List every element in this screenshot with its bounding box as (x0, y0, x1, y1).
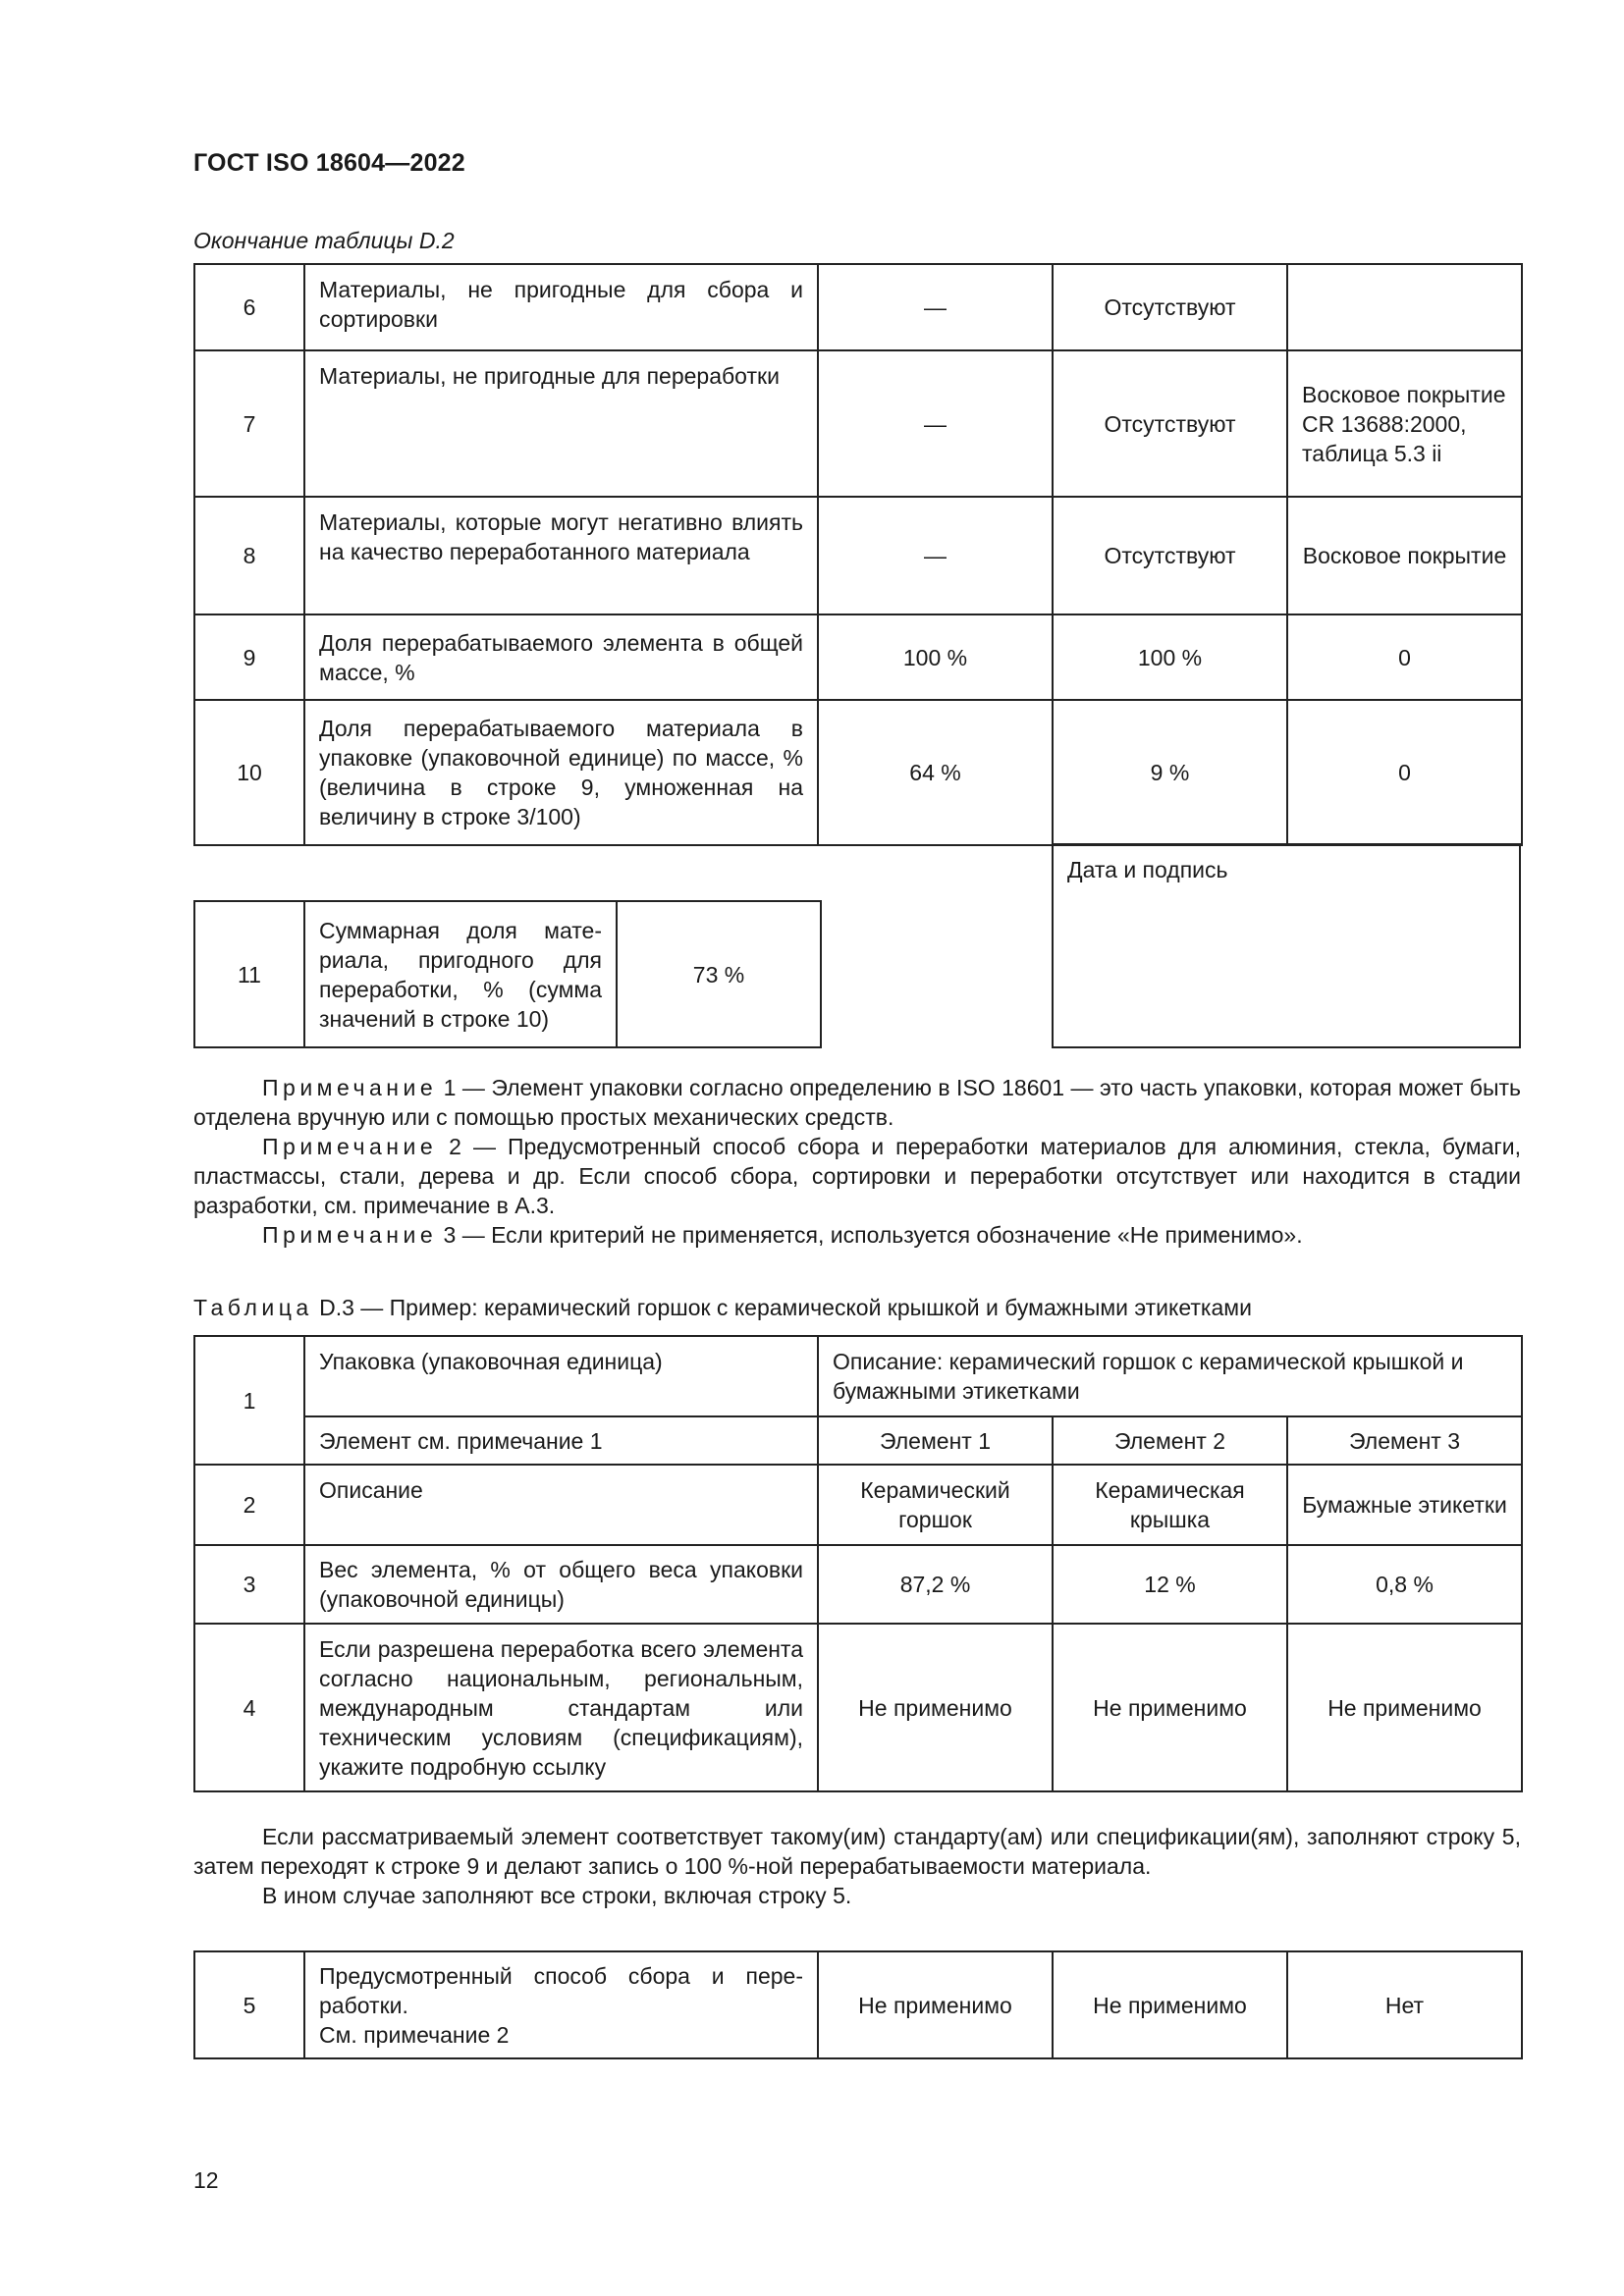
note-label: Примечание (262, 1075, 438, 1100)
row-number: 3 (194, 1545, 304, 1624)
row-number: 5 (194, 1951, 304, 2058)
table-row (194, 1465, 1522, 1545)
row-number: 6 (194, 264, 304, 350)
table-row (194, 614, 1522, 700)
cell-value (1287, 264, 1522, 350)
cell-value: Керамический горшок (818, 1465, 1053, 1545)
row-number: 2 (194, 1465, 304, 1545)
cell-value: Нет (1287, 1951, 1522, 2058)
row-number: 7 (194, 350, 304, 497)
cell-value: Бумажные этикетки (1287, 1465, 1522, 1545)
cell-value: Отсутствуют (1053, 350, 1287, 497)
cell-value: 0,8 % (1287, 1545, 1522, 1624)
element-label: Элемент см. примечание 1 (304, 1416, 818, 1465)
table-row (194, 350, 1522, 497)
element-header: Элемент 1 (818, 1416, 1053, 1465)
table-d3-row5 (193, 1950, 1523, 2059)
row-description: Доля перерабатываемого материала в упаковке (упаковочной единице) по массе, % (величина в строке 9, умноженная на величину в строке 3/100) (304, 700, 818, 845)
row-description: Если разрешена переработка всего элемента согласно национальным, региональным, международным стандартам или техническим условиям (спецификациям), укажите подробную ссылку (304, 1624, 818, 1791)
cell-value: Восковое покрытие (1287, 497, 1522, 614)
cell-value: Не применимо (1053, 1951, 1287, 2058)
cell-value: Отсутствуют (1053, 497, 1287, 614)
cell-value: Не применимо (1287, 1624, 1522, 1791)
cell-value: 100 % (1053, 614, 1287, 700)
row-number: 11 (194, 901, 304, 1047)
cell-value: — (818, 264, 1053, 350)
page-number: 12 (193, 2167, 219, 2193)
table-title-text: D.3 — Пример: керамический горшок с керамической крышкой и бумажными этикетками (319, 1295, 1252, 1320)
body-text (193, 1822, 1521, 1910)
table-row (194, 264, 1522, 350)
row-description: Суммарная доля материала, пригодного для переработки, % (сумма значений в строке 10) (304, 901, 617, 1047)
row-description-line: См. примечание 2 (319, 2021, 510, 2048)
table-row (194, 1951, 1522, 2058)
table-row (194, 901, 821, 1047)
note-text: 1 — Элемент упаковки согласно определению в ISO 18601 — это часть упаковки, которая может быть отделена вручную или с помощью простых механических средств. (193, 1075, 1521, 1130)
cell-value: Не применимо (818, 1951, 1053, 2058)
note (193, 1132, 1521, 1220)
cell-value: Не применимо (1053, 1624, 1287, 1791)
table-d2 (193, 263, 1523, 846)
paragraph: Если рассматриваемый элемент соответствует такому(им) стандарту(ам) или спецификации(ям), заполняют строку 5, затем переходят к строке 9 и делают запись о 100 %-ной перерабатываемости материала. (193, 1824, 1521, 1879)
table-continuation-caption: Окончание таблицы D.2 (193, 228, 455, 253)
note (193, 1220, 1521, 1250)
cell-value: 87,2 % (818, 1545, 1053, 1624)
cell-value: Восковое покрытие CR 13688:2000, таблица 5.3 ii (1287, 350, 1522, 497)
note-text: 2 — Предусмотренный способ сбора и переработки материалов для алюминия, стекла, бумаги, пластмассы, стали, дерева и др. Если способ сбора, сортировки и переработки отсутствует или находится в стадии разработки, см. примечание в A.3. (193, 1134, 1521, 1218)
note-label: Примечание (262, 1222, 438, 1248)
cell-value: 64 % (818, 700, 1053, 845)
row-description: Материалы, которые могут негативно влиять на качество переработанного материала (304, 497, 818, 614)
table-d3 (193, 1335, 1523, 1792)
row-description: Материалы, не пригодные для сбора и сортировки (304, 264, 818, 350)
table-row (194, 1336, 1522, 1416)
cell-value: 12 % (1053, 1545, 1287, 1624)
row-description: Вес элемента, % от общего веса упаковки (упаковочной единицы) (304, 1545, 818, 1624)
cell-value: Керамическая крышка (1053, 1465, 1287, 1545)
notes-block (193, 1073, 1521, 1250)
row-number: 1 (194, 1336, 304, 1465)
table-d3-title (193, 1293, 1521, 1322)
row-number: 8 (194, 497, 304, 614)
document-header: ГОСТ ISO 18604—2022 (193, 149, 465, 177)
element-header: Элемент 2 (1053, 1416, 1287, 1465)
cell-value: — (818, 350, 1053, 497)
row-number: 10 (194, 700, 304, 845)
cell-value: Не применимо (818, 1624, 1053, 1791)
packaging-label: Упаковка (упаковочная единица) (304, 1336, 818, 1416)
table-d2-total (193, 900, 822, 1048)
note (193, 1073, 1521, 1132)
table-row (194, 497, 1522, 614)
paragraph: В ином случае заполняют все строки, включая строку 5. (262, 1883, 852, 1908)
row-description: Доля перерабатываемого элемента в общей массе, % (304, 614, 818, 700)
cell-value: — (818, 497, 1053, 614)
cell-value: 0 (1287, 614, 1522, 700)
table-row (194, 1624, 1522, 1791)
table-row (194, 1545, 1522, 1624)
table-row (194, 1416, 1522, 1465)
cell-value: Отсутствуют (1053, 264, 1287, 350)
packaging-description: Описание: керамический горшок с керамической крышкой и бумажными этикетками (818, 1336, 1522, 1416)
row-description-line: Предусмотренный способ сбора и переработки. (319, 1962, 803, 2018)
signature-box (1052, 843, 1521, 1048)
note-label: Примечание (262, 1134, 438, 1159)
row-description: Материалы, не пригодные для переработки (304, 350, 818, 497)
cell-value: 100 % (818, 614, 1053, 700)
row-number: 9 (194, 614, 304, 700)
element-header: Элемент 3 (1287, 1416, 1522, 1465)
row-description (304, 1951, 818, 2058)
total-value: 73 % (617, 901, 821, 1047)
row-number: 4 (194, 1624, 304, 1791)
table-row (194, 700, 1522, 845)
cell-value: 0 (1287, 700, 1522, 845)
signature-label: Дата и подпись (1053, 844, 1520, 1047)
cell-value: 9 % (1053, 700, 1287, 845)
note-text: 3 — Если критерий не применяется, используется обозначение «Не применимо». (443, 1222, 1303, 1248)
row-description: Описание (304, 1465, 818, 1545)
table-title-label: Таблица (193, 1295, 313, 1320)
